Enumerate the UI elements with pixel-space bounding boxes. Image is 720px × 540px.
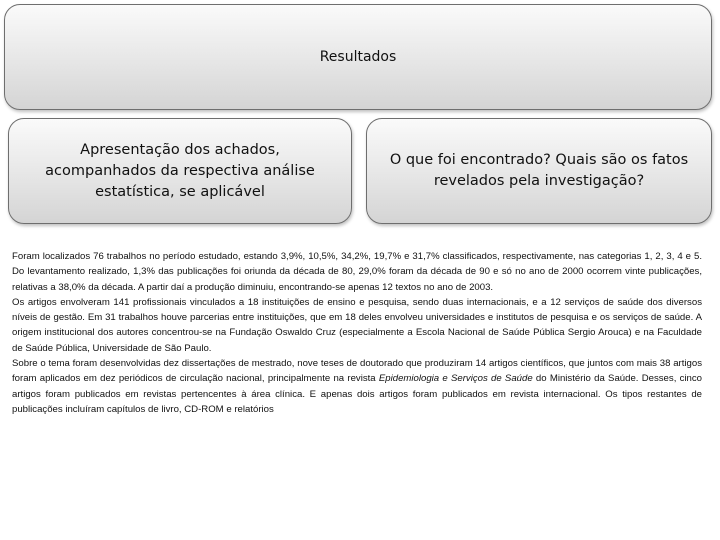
presentation-box [8,118,352,224]
results-box [4,4,712,110]
paragraph-2: Os artigos envolveram 141 profissionais vinculados a 18 instituições de ensino e pesquisa, sendo duas internacionais, e a 12 serviços de saúde dos diversos níveis de gestão. Em 31 trabalhos houve parcerias entre instituições, que em 18 deles envolveu universidades e institutos de pesquisa e os serviços de saúde. A origem institucional dos autores concentrou-se na Fundação Oswaldo Cruz (especialmente a Escola Nacional de Saúde Pública Sergio Arouca) e na Faculdade de Saúde Pública, Universidade de São Paulo. [12,296,702,354]
findings-question-box [366,118,712,224]
paragraph-3-end: do Ministério da Saúde. Desses, cinco artigos foram publicados em revistas pertencentes à área clínica. E apenas dois artigos foram publicados em revista internacional. Os tipos restantes de publicações incluíram capítulos de livro, CD-ROM e relatórios [12,373,702,415]
journal-name: Epidemiologia e Serviços de Saúde [378,373,533,385]
results-text [12,249,702,417]
presentation-label: Apresentação dos achados, acompanhados da respectiva análise estatística, se aplicável [45,141,315,200]
paragraph-3-start: Sobre o tema foram desenvolvidas dez dissertações de mestrado, nove teses de doutorado que produziram 14 artigos científicos, que juntos com mais 38 artigos foram aplicados em dez periódicos de circulação nacional, principalmente na revista [12,358,702,385]
results-label: Resultados [319,49,397,65]
paragraph-1: Foram localizados 76 trabalhos no período estudado, estando 3,9%, 10,5%, 34,2%, 19,7% e 31,7% classificados, respectivamente, nas categorias 1, 2, 3, 4 e 5. Do levantamento realizado, 1,3% das publicações foi oriunda da década de 80, 29,0% foram da década de 90 e só no ano de 2000 ocorrem vinte publicações, relativas a 38,0% da década. A partir daí a produção diminuiu, encontrando-se apenas 12 textos no ano de 2003. [12,251,702,293]
paragraph-3 [12,356,702,417]
findings-question-label: O que foi encontrado? Quais são os fatos revelados pela investigação? [389,152,689,189]
